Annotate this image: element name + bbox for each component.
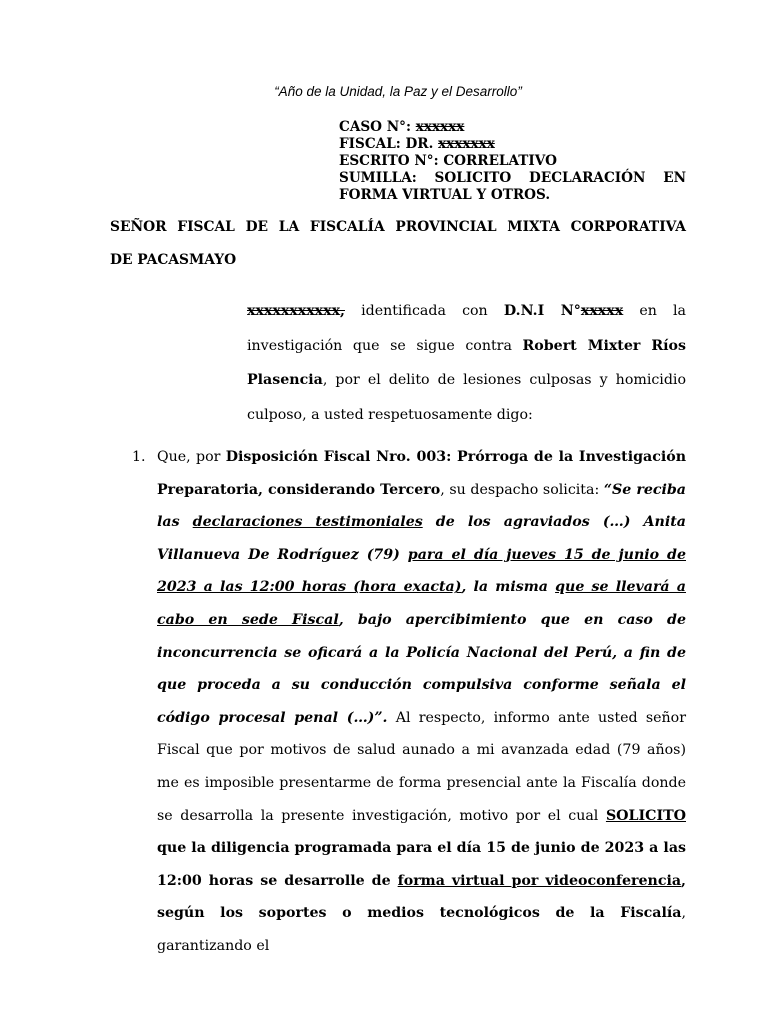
- quote-2: de los agraviados (…) Anita Villanueva De Rodríguez (79): [157, 514, 686, 563]
- case-value: xxxxxx: [415, 119, 465, 135]
- item-text-4: , garantizando el: [157, 905, 686, 954]
- quote-1-underlined: declaraciones testimoniales: [192, 514, 423, 531]
- quote-1: “Se reciba las: [157, 481, 687, 531]
- case-label: CASO N°:: [339, 119, 416, 135]
- fiscal-value: xxxxxxx: [438, 136, 495, 152]
- escrito-line: ESCRITO N°: CORRELATIVO: [339, 153, 557, 169]
- dni-value: xxxxx: [580, 303, 624, 319]
- request-text-1: que la diligencia programada para el día 15 de junio de 2023 a las 12:00 horas se desarrolle de: [157, 840, 686, 889]
- item-text-1: Que, por: [157, 449, 226, 465]
- disposition-ref: Disposición Fiscal Nro. 003: Prórroga de la Investigación Preparatoria, considerando Tercero: [157, 449, 687, 498]
- sumilla-line-2: FORMA VIRTUAL Y OTROS.: [339, 187, 551, 203]
- case-header: [339, 119, 686, 204]
- year-motto: “Año de la Unidad, la Paz y el Desarrollo”: [274, 84, 522, 99]
- fiscal-label: FISCAL: DR.: [339, 136, 439, 152]
- accused-name: Robert Mixter Ríos Plasencia: [247, 337, 686, 388]
- item-1-paragraph: [157, 441, 686, 963]
- quote-3-underlined: que se llevará a cabo en sede Fiscal: [157, 579, 686, 628]
- sumilla-line-1: SUMILLA: SOLICITO DECLARACIÓN EN: [339, 170, 686, 186]
- addressee-line-2: DE PACASMAYO: [110, 252, 237, 268]
- petitioner-name: xxxxxxxxxxx,: [247, 303, 345, 319]
- request-text-2: , según los soportes o medios tecnológicos de la Fiscalía: [157, 872, 686, 922]
- dni-label: D.N.I N°: [503, 303, 581, 319]
- addressee-line-1: SEÑOR FISCAL DE LA FISCALÍA PROVINCIAL MIXTA CORPORATIVA: [110, 219, 686, 235]
- intro-text-2: en la investigación que se sigue contra: [247, 303, 686, 354]
- item-number: 1.: [132, 449, 146, 465]
- intro-paragraph: [247, 294, 686, 432]
- case-number-line: [339, 119, 686, 136]
- quote-4: , bajo apercibimiento que en caso de inconcurrencia se oficará a la Policía Nacional del Perú, a fin de que proceda a su conducción compulsiva conforme señala el código procesal penal (…)”.: [157, 611, 686, 726]
- quote-3: , la misma: [461, 579, 556, 596]
- virtual-mode-underlined: forma virtual por videoconferencia: [397, 872, 682, 889]
- intro-text-3: , por el delito de lesiones culposas y homicidio culposo, a usted respetuosamente digo:: [247, 372, 686, 423]
- fiscal-line: [339, 136, 686, 153]
- item-text-2: , su despacho solicita:: [440, 481, 604, 498]
- solicito-word: SOLICITO: [605, 807, 686, 824]
- quote-2-underlined: para el día jueves 15 de junio de 2023 a las 12:00 horas (hora exacta): [157, 546, 686, 596]
- intro-text-1: identificada con: [344, 303, 504, 319]
- item-text-3: Al respecto, informo ante usted señor Fiscal que por motivos de salud aunado a mi avanzada edad (79 años) me es imposible presentarme de forma presencial ante la Fiscalía donde se desarrolla la presente investigación, motivo por el cual: [157, 709, 687, 824]
